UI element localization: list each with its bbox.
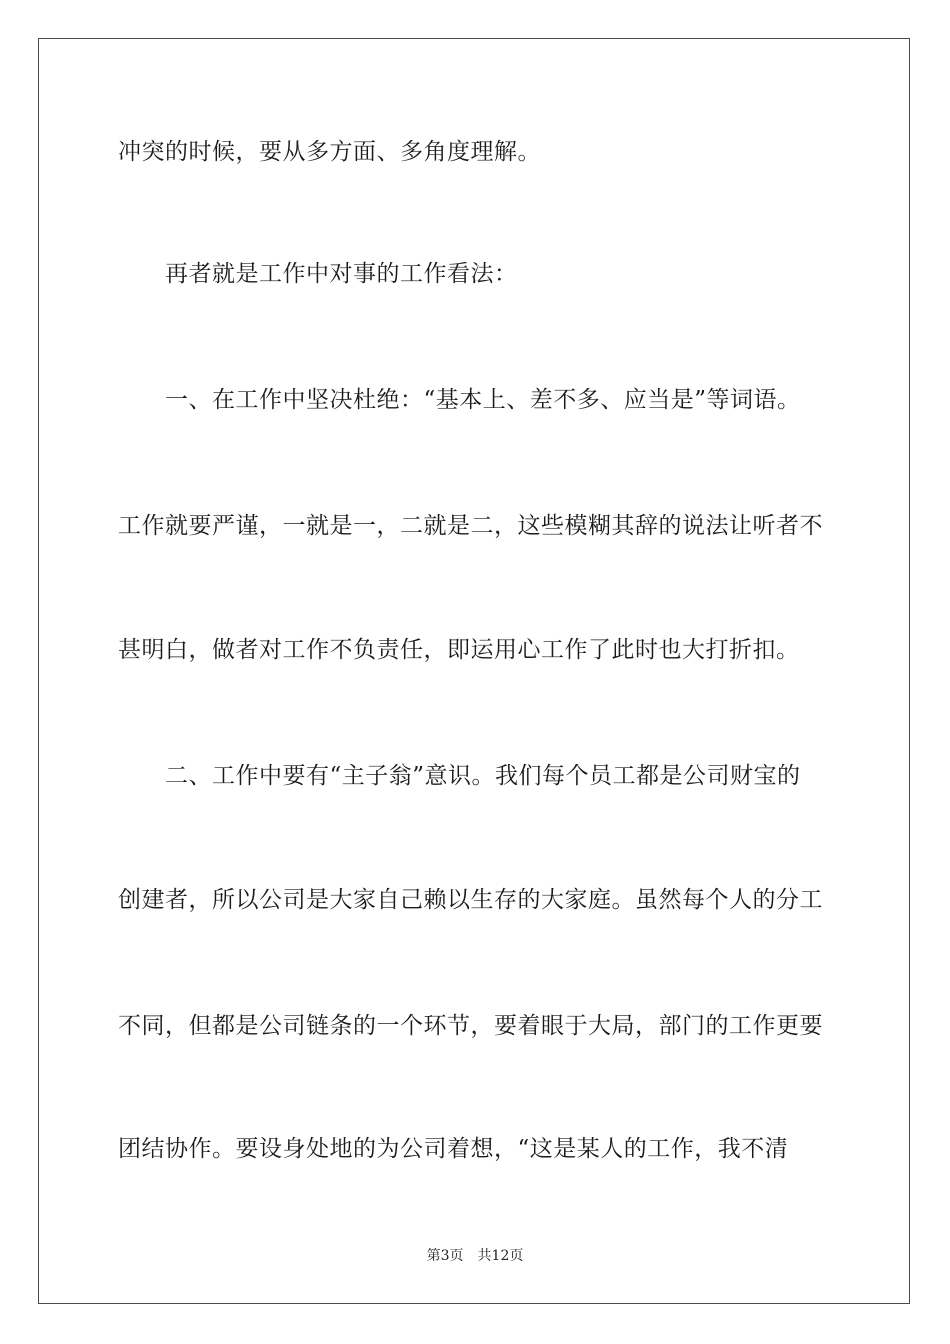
body-line-9: 团结协作。要设身处地的为公司着想，“这是某人的工作，我不清: [118, 1136, 789, 1162]
page-border: [38, 38, 910, 1304]
body-line-3: 一、在工作中坚决杜绝：“基本上、差不多、应当是”等词语。: [165, 387, 801, 413]
body-line-2: 再者就是工作中对事的工作看法：: [165, 261, 518, 287]
body-line-5: 甚明白，做者对工作不负责任，即运用心工作了此时也大打折扣。: [118, 637, 800, 663]
body-line-7: 创建者，所以公司是大家自己赖以生存的大家庭。虽然每个人的分工: [118, 887, 823, 913]
total-pages: 共12页: [477, 1248, 524, 1264]
page-footer: [0, 1246, 950, 1266]
body-line-4: 工作就要严谨，一就是一，二就是二，这些模糊其辞的说法让听者不: [118, 513, 823, 539]
body-line-8: 不同，但都是公司链条的一个环节，要着眼于大局，部门的工作更要: [118, 1013, 823, 1039]
body-line-1: 冲突的时候，要从多方面、多角度理解。: [118, 139, 541, 165]
page-number: 第3页: [426, 1248, 464, 1264]
body-line-6: 二、工作中要有“主子翁”意识。我们每个员工都是公司财宝的: [165, 763, 801, 789]
